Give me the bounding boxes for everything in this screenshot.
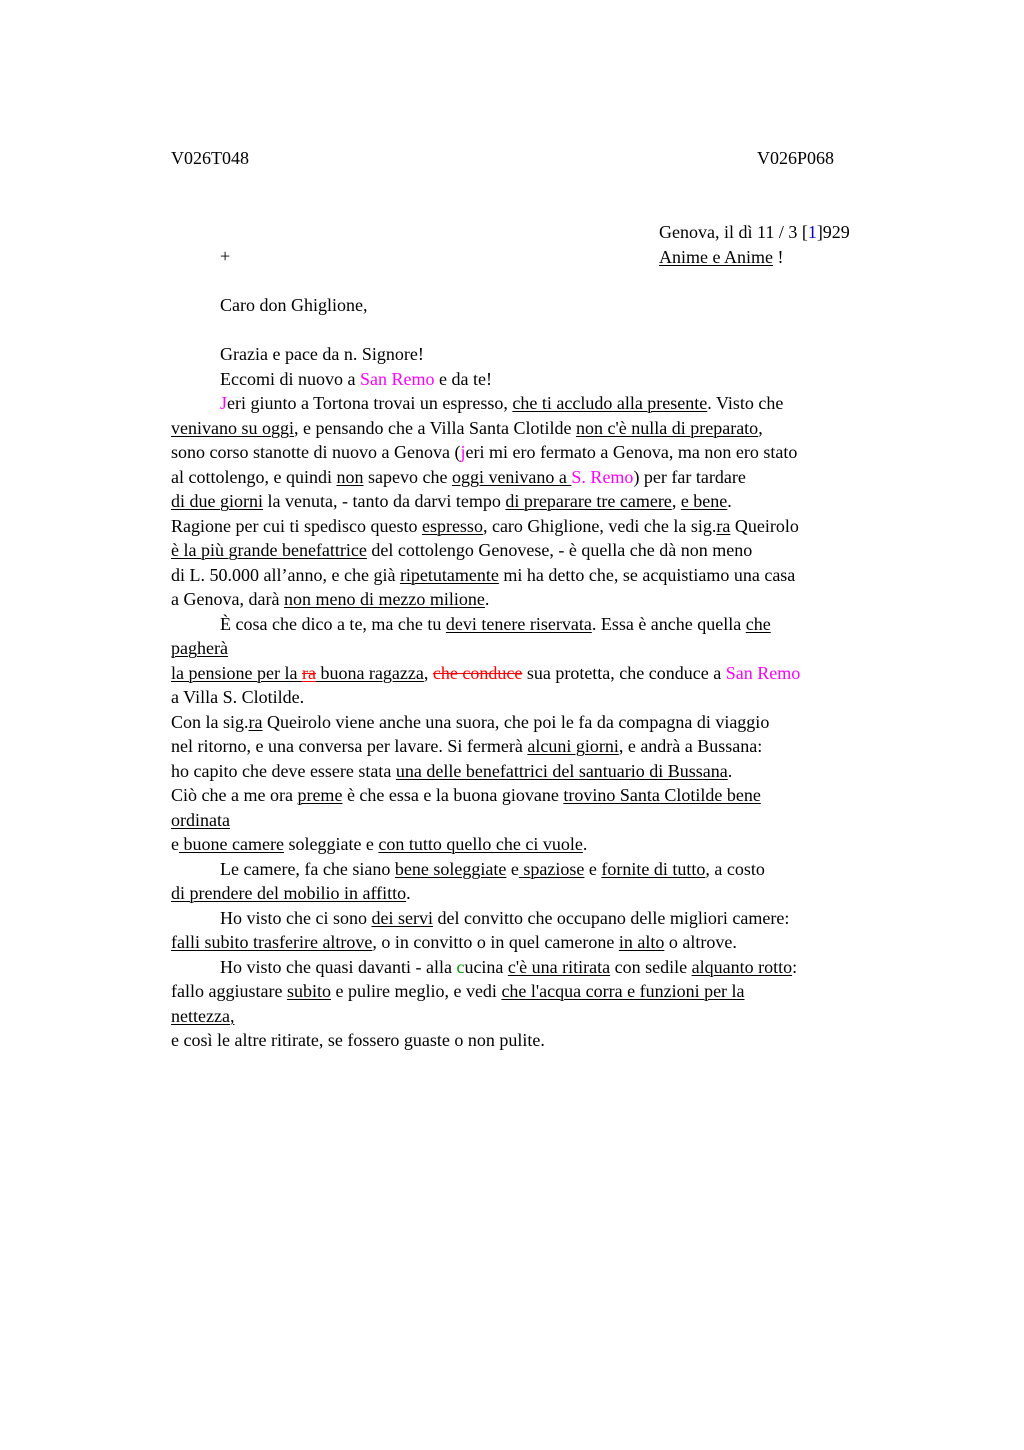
- letter-body: [171, 293, 895, 1053]
- text-line: al cottolengo, e quindi non sapevo che oggi venivano a S. Remo) per far tardare: [171, 466, 746, 487]
- text-line: falli subito trasferire altrove, o in convitto o in quel camerone in alto o altrove.: [171, 932, 737, 952]
- text-line: Con la sig.ra Queirolo viene anche una suora, che poi le fa da compagna di viaggio: [171, 711, 770, 732]
- place-date: Genova, il dì 11 / 3 [1]929: [659, 222, 850, 242]
- blank-line: [171, 318, 895, 343]
- text-line: e buone camere soleggiate e con tutto quello che ci vuole.: [171, 834, 588, 854]
- text-line: di L. 50.000 all’anno, e che già ripetutamente mi ha detto che, se acquistiamo una casa: [171, 564, 796, 585]
- text-line: ho capito che deve essere stata una delle benefattrici del santuario di Bussana.: [171, 760, 733, 781]
- deleted-text: ra: [301, 662, 316, 683]
- text-line: nettezza,: [171, 1005, 235, 1026]
- year-digit: 1: [807, 222, 817, 242]
- cross-sign: +: [220, 246, 231, 266]
- text-line: sono corso stanotte di nuovo a Genova (jeri mi ero fermato a Genova, ma non ero stato: [171, 442, 798, 462]
- text-line: nel ritorno, e una conversa per lavare. Si fermerà alcuni giorni, e andrà a Bussana:: [171, 736, 763, 756]
- text-line: Jeri giunto a Tortona trovai un espresso, che ti accludo alla presente. Visto che: [220, 393, 784, 413]
- salutation: Caro don Ghiglione,: [220, 295, 368, 315]
- dateline-block: [659, 220, 850, 269]
- text-line: a Genova, darà non meno di mezzo milione.: [171, 589, 490, 609]
- text-line: fallo aggiustare subito e pulire meglio, e vedi che l'acqua corra e funzioni per la: [171, 981, 745, 1001]
- place-name: S. Remo: [571, 466, 634, 487]
- text-line: Ho visto che quasi davanti - alla cucina c'è una ritirata con sedile alquanto rotto:: [220, 956, 798, 977]
- text-line: di prendere del mobilio in affitto.: [171, 883, 411, 903]
- deleted-text: che conduce: [432, 662, 523, 683]
- text-line: e così le altre ritirate, se fossero guaste o non pulite.: [171, 1030, 545, 1050]
- text-line: Ciò che a me ora preme è che essa e la buona giovane trovino Santa Clotilde bene: [171, 785, 761, 805]
- place-name: San Remo: [725, 662, 801, 683]
- text-line: ordinata: [171, 809, 230, 830]
- motto: Anime e Anime !: [659, 246, 784, 267]
- text-line: pagherà: [171, 638, 228, 658]
- text-line: Ho visto che ci sono dei servi del convitto che occupano delle migliori camere:: [220, 907, 790, 928]
- document-code-left: V026T048: [171, 148, 249, 168]
- text-line: di due giorni la venuta, - tanto da darvi tempo di preparare tre camere, e bene.: [171, 491, 732, 511]
- text-line: venivano su oggi, e pensando che a Villa Santa Clotilde non c'è nulla di preparato,: [171, 417, 763, 438]
- text-line: la pensione per la ra buona ragazza, che conduce sua protetta, che conduce a San Remo: [171, 662, 801, 683]
- text-line: a Villa S. Clotilde.: [171, 687, 305, 707]
- text-line: Grazia e pace da n. Signore!: [220, 344, 424, 364]
- text-line: È cosa che dico a te, ma che tu devi tenere riservata. Essa è anche quella che: [220, 613, 771, 634]
- document-code-right: V026P068: [757, 148, 835, 168]
- text-line: è la più grande benefattrice del cottolengo Genovese, - è quella che dà non meno: [171, 540, 753, 560]
- text-line: Le camere, fa che siano bene soleggiate e spaziose e fornite di tutto, a costo: [220, 858, 765, 879]
- text-line: Eccomi di nuovo a San Remo e da te!: [220, 368, 492, 389]
- place-name: San Remo: [359, 368, 435, 389]
- text-line: Ragione per cui ti spedisco questo espresso, caro Ghiglione, vedi che la sig.ra Queirolo: [171, 515, 799, 536]
